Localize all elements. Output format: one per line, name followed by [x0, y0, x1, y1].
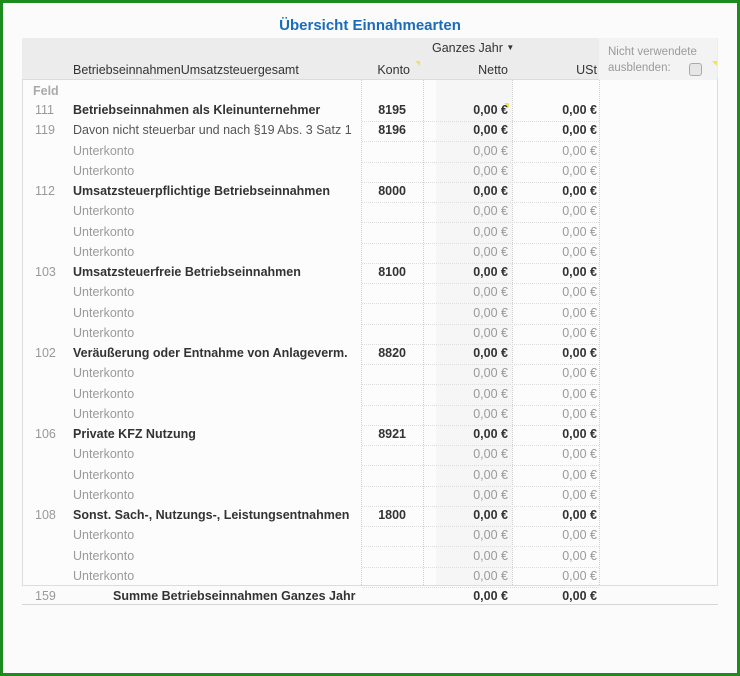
- hide-unused-checkbox[interactable]: [689, 63, 702, 76]
- row-ust: 0,00 €: [562, 325, 597, 340]
- row-konto: 8196: [378, 123, 406, 138]
- summary-netto: 0,00 €: [473, 589, 508, 603]
- note-marker-icon: [504, 103, 509, 108]
- row-name: Private KFZ Nutzung: [73, 427, 196, 441]
- summary-ust: 0,00 €: [562, 589, 597, 603]
- row-ust: 0,00 €: [562, 548, 597, 563]
- row-netto: 0,00 €: [473, 406, 508, 421]
- row-netto: 0,00 €: [473, 447, 508, 462]
- hide-unused-label: ausblenden:: [608, 62, 671, 74]
- row-name: Umsatzsteuerpflichtige Betriebseinnahmen: [73, 184, 331, 198]
- row-netto: 0,00 €: [473, 467, 508, 482]
- row-divider: [362, 364, 599, 365]
- row-ust: 0,00 €: [562, 467, 597, 482]
- row-name: Unterkonto: [73, 487, 135, 502]
- row-feld: 119: [35, 123, 55, 138]
- row-divider: [362, 425, 599, 426]
- row-divider: [362, 445, 599, 446]
- row-name: Unterkonto: [73, 386, 135, 401]
- row-name: Betriebseinnahmen als Kleinunternehmer: [73, 103, 321, 117]
- row-netto: 0,00 €: [473, 568, 508, 583]
- row-name: Unterkonto: [73, 568, 135, 583]
- row-netto: 0,00 €: [473, 163, 508, 178]
- row-netto: 0,00 €: [473, 305, 508, 320]
- page-title: Übersicht Einnahmearten: [279, 17, 461, 34]
- row-ust: 0,00 €: [562, 123, 597, 138]
- row-name: Unterkonto: [73, 305, 135, 320]
- row-divider: [362, 526, 599, 527]
- row-konto: 1800: [378, 508, 406, 522]
- row-ust: 0,00 €: [562, 305, 597, 320]
- row-ust: 0,00 €: [562, 447, 597, 462]
- row-ust: 0,00 €: [562, 406, 597, 421]
- row-konto: 8000: [378, 184, 406, 198]
- row-netto: 0,00 €: [473, 346, 508, 360]
- row-netto: 0,00 €: [473, 487, 508, 502]
- row-divider: [362, 283, 599, 284]
- row-ust: 0,00 €: [562, 427, 597, 441]
- row-netto: 0,00 €: [473, 427, 508, 441]
- col-divider: [599, 80, 600, 585]
- row-konto: 8921: [378, 427, 406, 441]
- row-divider: [362, 465, 599, 466]
- row-ust: 0,00 €: [562, 285, 597, 300]
- row-netto: 0,00 €: [473, 143, 508, 158]
- row-name: Unterkonto: [73, 548, 135, 563]
- row-name: Unterkonto: [73, 285, 135, 300]
- row-konto: 8820: [378, 346, 406, 360]
- row-divider: [362, 587, 599, 588]
- row-ust: 0,00 €: [562, 244, 597, 259]
- row-name: Veräußerung oder Entnahme von Anlageverm.: [73, 346, 348, 360]
- row-name: Unterkonto: [73, 406, 135, 421]
- row-divider: [362, 344, 599, 345]
- row-name: Unterkonto: [73, 163, 135, 178]
- row-name: Unterkonto: [73, 244, 135, 259]
- row-feld: 108: [35, 508, 56, 522]
- row-divider: [362, 506, 599, 507]
- row-netto: 0,00 €: [473, 123, 508, 138]
- row-netto: 0,00 €: [473, 508, 508, 522]
- row-ust: 0,00 €: [562, 184, 597, 198]
- row-divider: [362, 263, 599, 264]
- row-netto: 0,00 €: [473, 103, 508, 117]
- row-divider: [362, 384, 599, 385]
- row-feld: 112: [35, 184, 55, 198]
- row-ust: 0,00 €: [562, 143, 597, 158]
- row-divider: [362, 546, 599, 547]
- column-header-ust: USt: [576, 63, 597, 77]
- row-name: Unterkonto: [73, 204, 135, 219]
- row-feld: 111: [35, 103, 55, 117]
- row-konto: 8100: [378, 265, 406, 279]
- row-name: Unterkonto: [73, 224, 135, 239]
- row-divider: [362, 202, 599, 203]
- row-name: Unterkonto: [73, 447, 135, 462]
- note-marker-icon: [415, 61, 420, 66]
- row-divider: [362, 405, 599, 406]
- row-ust: 0,00 €: [562, 265, 597, 279]
- row-netto: 0,00 €: [473, 204, 508, 219]
- row-netto: 0,00 €: [473, 285, 508, 300]
- row-divider: [362, 324, 599, 325]
- row-name: Unterkonto: [73, 366, 135, 381]
- row-ust: 0,00 €: [562, 568, 597, 583]
- row-divider: [362, 162, 599, 163]
- row-divider: [362, 141, 599, 142]
- chevron-down-icon: ▼: [506, 43, 515, 52]
- col-divider: [423, 80, 424, 585]
- row-feld: 106: [35, 427, 56, 441]
- row-ust: 0,00 €: [562, 163, 597, 178]
- row-name: Davon nicht steuerbar und nach §19 Abs. 3 Satz 1: [73, 123, 352, 138]
- row-name: Umsatzsteuerfreie Betriebseinnahmen: [73, 265, 301, 279]
- row-netto: 0,00 €: [473, 265, 508, 279]
- period-dropdown[interactable]: [432, 41, 514, 55]
- row-divider: [362, 567, 599, 568]
- row-netto: 0,00 €: [473, 244, 508, 259]
- row-divider: [362, 222, 599, 223]
- row-feld: 103: [35, 265, 56, 279]
- row-netto: 0,00 €: [473, 325, 508, 340]
- row-netto: 0,00 €: [473, 386, 508, 401]
- row-netto: 0,00 €: [473, 366, 508, 381]
- feld-header: Feld: [33, 84, 59, 98]
- row-divider: [362, 303, 599, 304]
- row-netto: 0,00 €: [473, 184, 508, 198]
- row-ust: 0,00 €: [562, 508, 597, 522]
- row-ust: 0,00 €: [562, 103, 597, 117]
- row-divider: [362, 243, 599, 244]
- row-ust: 0,00 €: [562, 346, 597, 360]
- summary-divider: [22, 604, 718, 605]
- row-ust: 0,00 €: [562, 366, 597, 381]
- row-name: Unterkonto: [73, 467, 135, 482]
- note-marker-icon: [712, 61, 717, 66]
- col-divider: [512, 80, 513, 585]
- row-name: Unterkonto: [73, 528, 135, 543]
- column-header-name: BetriebseinnahmenUmsatzsteuergesamt: [73, 63, 299, 77]
- row-name: Unterkonto: [73, 325, 135, 340]
- row-divider: [362, 486, 599, 487]
- row-netto: 0,00 €: [473, 528, 508, 543]
- period-label: Ganzes Jahr: [432, 41, 503, 55]
- row-netto: 0,00 €: [473, 548, 508, 563]
- row-ust: 0,00 €: [562, 386, 597, 401]
- row-divider: [362, 121, 599, 122]
- summary-feld: 159: [35, 589, 56, 603]
- hide-unused-label: Nicht verwendete: [608, 46, 697, 58]
- column-header-konto: Konto: [377, 63, 410, 77]
- column-header-netto: Netto: [478, 63, 508, 77]
- row-netto: 0,00 €: [473, 224, 508, 239]
- summary-label: Summe Betriebseinnahmen Ganzes Jahr: [113, 589, 356, 603]
- row-konto: 8195: [378, 103, 406, 117]
- row-ust: 0,00 €: [562, 224, 597, 239]
- row-name: Sonst. Sach-, Nutzungs-, Leistungsentnahmen: [73, 508, 350, 522]
- row-feld: 102: [35, 346, 56, 360]
- row-divider: [362, 182, 599, 183]
- row-ust: 0,00 €: [562, 528, 597, 543]
- row-ust: 0,00 €: [562, 204, 597, 219]
- row-ust: 0,00 €: [562, 487, 597, 502]
- row-name: Unterkonto: [73, 143, 135, 158]
